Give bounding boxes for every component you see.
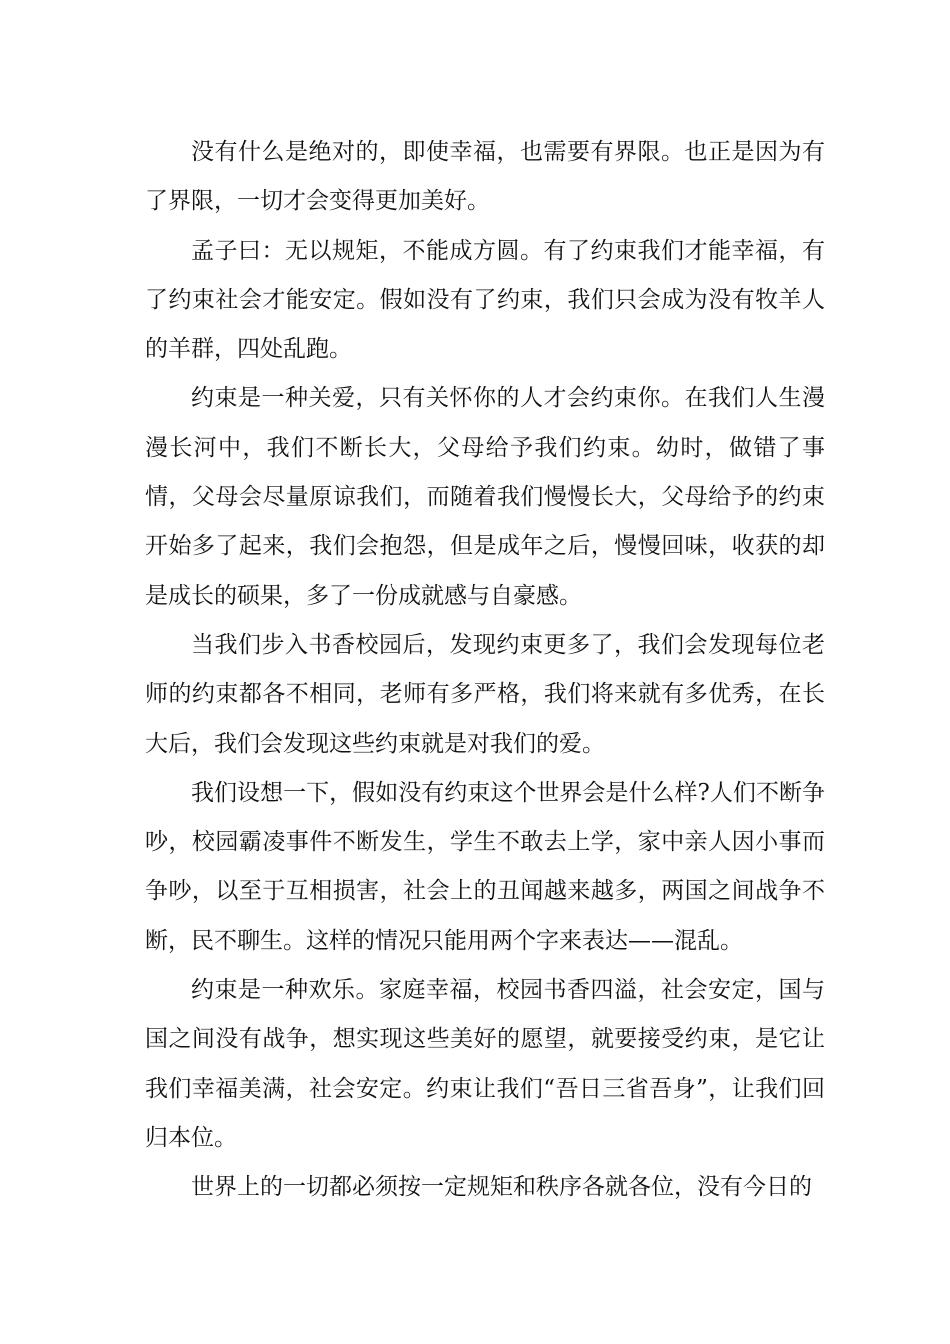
- paragraph-1: 没有什么是绝对的，即使幸福，也需要有界限。也正是因为有了界限，一切才会变得更加美好。: [145, 139, 825, 215]
- paragraph-2: 孟子曰：无以规矩，不能成方圆。有了约束我们才能幸福，有了约束社会才能安定。假如没有了约束，我们只会成为没有牧羊人的羊群，四处乱跑。: [145, 237, 825, 363]
- paragraph-7: 世界上的一切都必须按一定规矩和秩序各就各位，没有今日的: [191, 1174, 812, 1201]
- paragraph-6: 约束是一种欢乐。家庭幸福，校园书香四溢，社会安定，国与国之间没有战争，想实现这些美好的愿望，就要接受约束，是它让我们幸福美满，社会安定。约束让我们“吾日三省吾身”，让我们回归本位。: [145, 977, 825, 1151]
- paragraph-4: 当我们步入书香校园后，发现约束更多了，我们会发现每位老师的约束都各不相同，老师有多严格，我们将来就有多优秀，在长大后，我们会发现这些约束就是对我们的爱。: [145, 631, 825, 757]
- document-body: [145, 128, 825, 1213]
- paragraph-3: 约束是一种关爱，只有关怀你的人才会约束你。在我们人生漫漫长河中，我们不断长大，父母给予我们约束。幼时，做错了事情，父母会尽量原谅我们，而随着我们慢慢长大，父母给予的约束开始多了起来，我们会抱怨，但是成年之后，慢慢回味，收获的却是成长的硕果，多了一份成就感与自豪感。: [145, 385, 825, 609]
- paragraph-5: 我们设想一下，假如没有约束这个世界会是什么样?人们不断争吵，校园霸凌事件不断发生，学生不敢去上学，家中亲人因小事而争吵，以至于互相损害，社会上的丑闻越来越多，两国之间战争不断，民不聊生。这样的情况只能用两个字来表达——混乱。: [145, 779, 825, 954]
